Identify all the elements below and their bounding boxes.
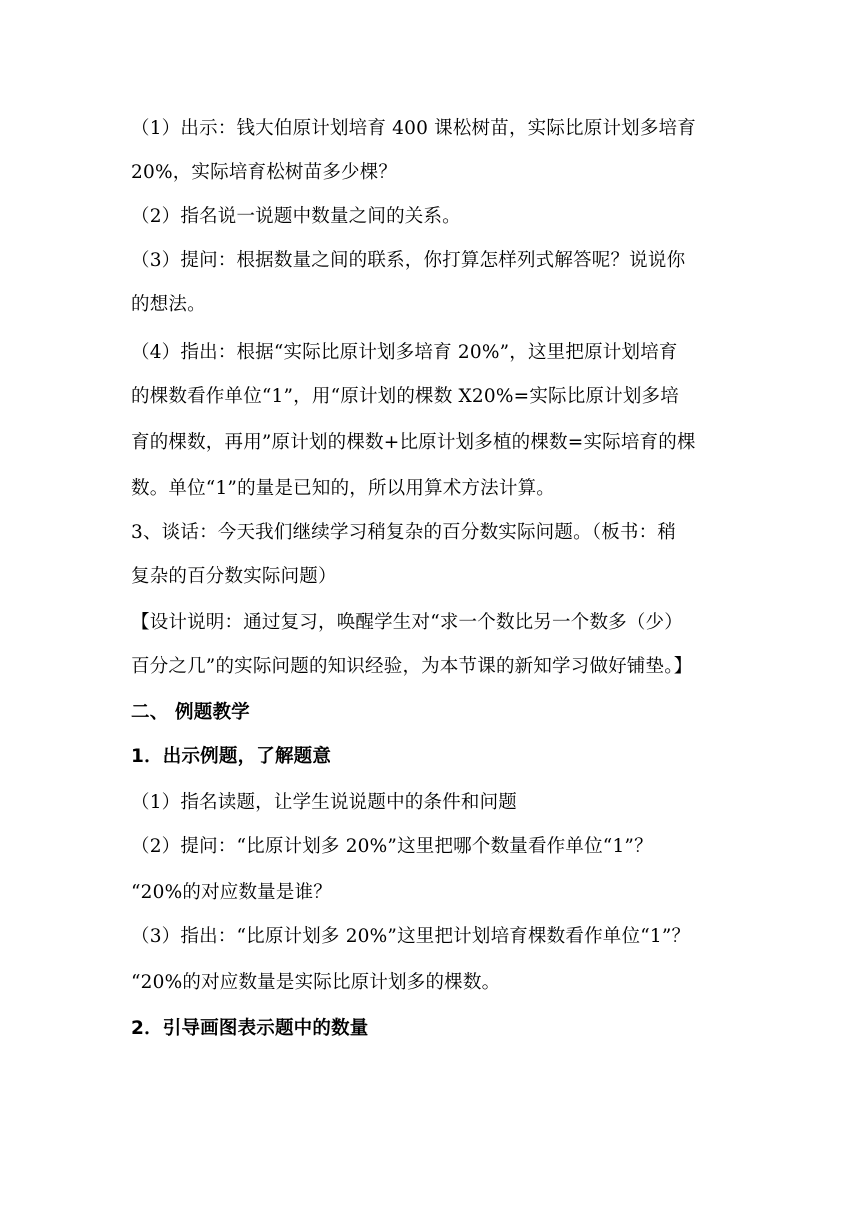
paragraph-line-4: （3）提问：根据数量之间的联系，你打算怎样列式解答呢？说说你 <box>131 250 686 271</box>
paragraph-line-3: （2）指名说一说题中数量之间的关系。 <box>131 206 461 227</box>
design-note-line-1: 【设计说明：通过复习，唤醒学生对“求一个数比另一个数多（少） <box>131 612 683 633</box>
paragraph-line-6: （4）指出：根据“实际比原计划多培育 20%”，这里把原计划培育 <box>131 342 678 363</box>
paragraph-line-7: 的棵数看作单位“1”，用“原计划的棵数 X20%=实际比原计划多培 <box>131 386 679 407</box>
paragraph-line-11: 复杂的百分数实际问题） <box>131 566 337 587</box>
paragraph-line-5: 的想法。 <box>131 294 206 315</box>
paragraph-line-13: （2）提问：“比原计划多 20%”这里把哪个数量看作单位“1”？ <box>131 836 653 857</box>
paragraph-line-16: “20%的对应数量是实际比原计划多的棵数。 <box>131 972 501 993</box>
section-heading: 二、 例题教学 <box>131 702 250 723</box>
paragraph-line-12: （1）指名读题，让学生说说题中的条件和问题 <box>131 792 517 813</box>
paragraph-line-2: 20%，实际培育松树苗多少棵？ <box>131 162 398 183</box>
paragraph-line-1: （1）出示：钱大伯原计划培育 400 课松树苗，实际比原计划多培育 <box>131 118 696 139</box>
paragraph-line-10: 3、谈话：今天我们继续学习稍复杂的百分数实际问题。（板书：稍 <box>131 522 677 543</box>
paragraph-line-9: 数。单位“1”的量是已知的，所以用算术方法计算。 <box>131 478 555 499</box>
subsection-heading-1: 1．出示例题，了解题意 <box>131 746 332 767</box>
paragraph-line-8: 育的棵数，再用”原计划的棵数+比原计划多植的棵数=实际培育的棵 <box>131 432 696 453</box>
paragraph-line-14: “20%的对应数量是谁？ <box>131 882 332 903</box>
subsection-heading-2: 2．引导画图表示题中的数量 <box>131 1018 369 1039</box>
design-note-line-2: 百分之几”的实际问题的知识经验，为本节课的新知学习做好铺垫。】 <box>131 656 693 677</box>
paragraph-line-15: （3）指出：“比原计划多 20%”这里把计划培育棵数看作单位“1”？ <box>131 926 691 947</box>
